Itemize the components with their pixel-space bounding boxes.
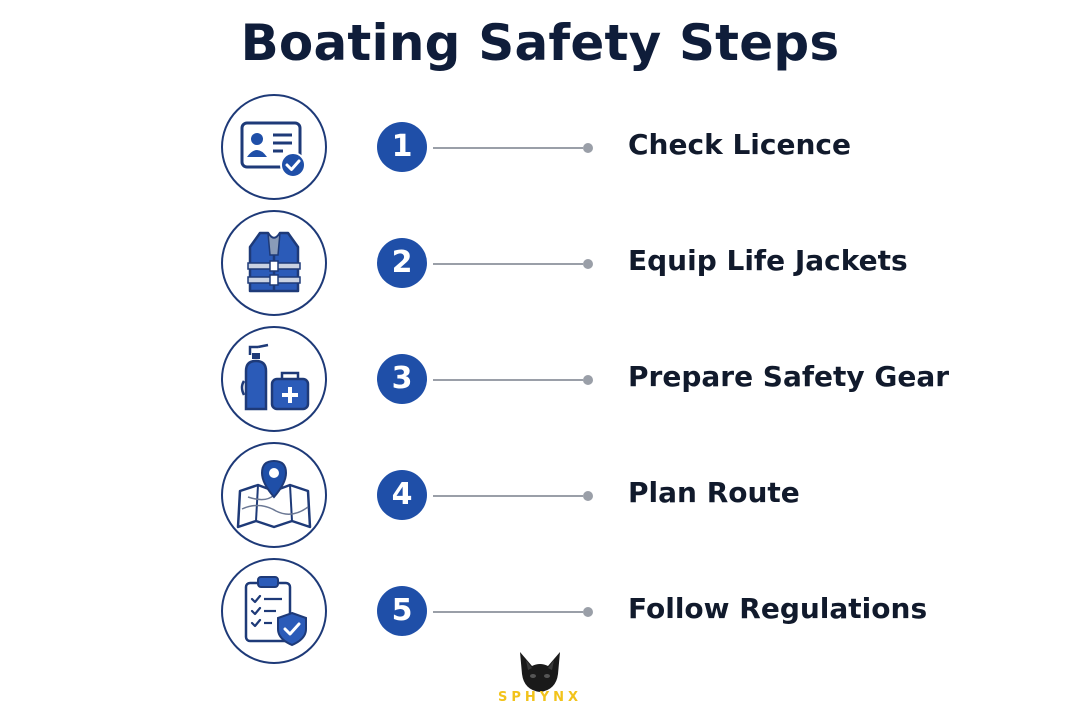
connector-line: [433, 611, 583, 613]
step-label: Follow Regulations: [628, 592, 928, 625]
step-label: Prepare Safety Gear: [628, 360, 950, 393]
regulations-clipboard-icon: [221, 558, 327, 664]
sphynx-logo: [494, 650, 586, 716]
connector-line: [433, 263, 583, 265]
connector-line: [433, 495, 583, 497]
connector-line: [433, 379, 583, 381]
life-jacket-icon: [221, 210, 327, 316]
step-number: 1: [377, 122, 427, 172]
page-title: Boating Safety Steps: [240, 14, 840, 72]
connector-dot: [583, 375, 593, 385]
step-row: [0, 210, 1080, 322]
step-label: Plan Route: [628, 476, 800, 509]
connector-dot: [583, 143, 593, 153]
step-row: [0, 442, 1080, 554]
logo-text: SPHYNX: [497, 690, 583, 705]
connector-dot: [583, 607, 593, 617]
step-number: 4: [377, 470, 427, 520]
step-row: [0, 94, 1080, 206]
safety-gear-icon: [221, 326, 327, 432]
step-number: 2: [377, 238, 427, 288]
cat-head-icon: [514, 650, 566, 694]
step-number: 5: [377, 586, 427, 636]
step-number: 3: [377, 354, 427, 404]
step-label: Check Licence: [628, 128, 851, 161]
step-label: Equip Life Jackets: [628, 244, 908, 277]
step-row: [0, 326, 1080, 438]
connector-dot: [583, 491, 593, 501]
map-route-icon: [221, 442, 327, 548]
licence-card-icon: [221, 94, 327, 200]
connector-line: [433, 147, 583, 149]
connector-dot: [583, 259, 593, 269]
